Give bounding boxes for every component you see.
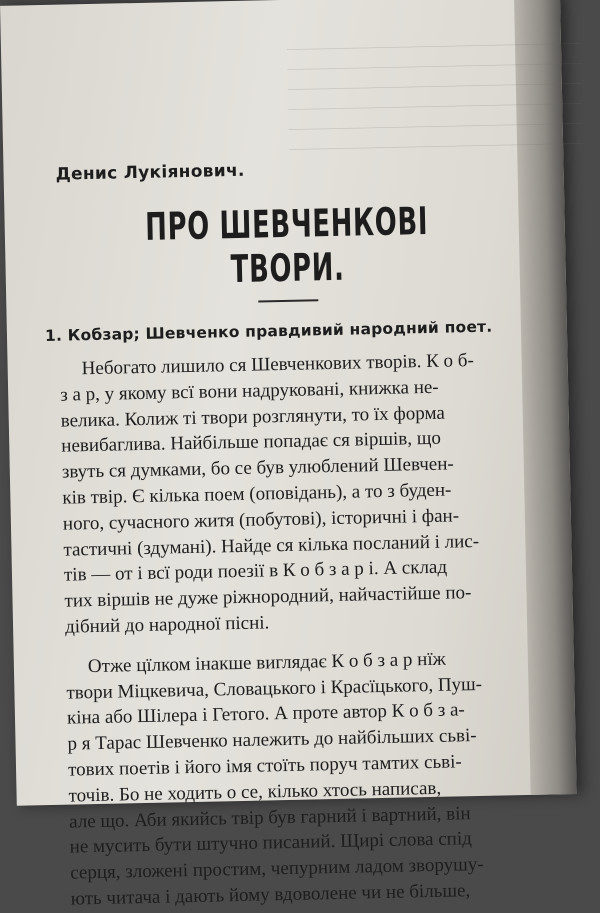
- text-line: невибаглива. Найбільше попадає ся віршів, що: [61, 428, 442, 458]
- text-line: тів — от і всї роди поезії в К о б з а р і. А склад: [63, 557, 448, 587]
- title-divider: [258, 299, 318, 302]
- text-line: не мусить бути штучно писаний. Щирі слова спід: [69, 828, 473, 858]
- paragraph-2: [66, 645, 531, 913]
- section-heading: 1. Кобзар; Шевченко правдивий народний поет.: [44, 317, 493, 345]
- text-line: кіна або Шілера і Гетого. А проте автор К о б з а-: [66, 699, 465, 729]
- text-line: тих віршів не дуже ріжнородний, найчастійше по-: [64, 582, 472, 612]
- text-line: Небогато лишило ся Шевченкових творів. К о б-: [81, 350, 475, 380]
- text-line: ків твір. Є кілька поем (оповідань), а то з буден-: [62, 479, 452, 509]
- text-line: з а р, у якому всї вони надруковані, книжка не-: [60, 376, 439, 406]
- text-line: ного, сучасного житя (побутові), історичні і фан-: [62, 505, 460, 535]
- text-line: серця, зложені простим, чепурним ладом зворушу-: [70, 854, 484, 884]
- text-line: Отже цїлком інакше виглядає К о б з а р нїж: [87, 648, 446, 677]
- bleed-through-text: ————————————————————— ————————————————————— ————————————————————— ————————————————————— ————————————————————— —————————————————————: [286, 35, 584, 157]
- page-title: ПРО ШЕВЧЕНКОВІ ТВОРИ.: [144, 198, 429, 292]
- page-content: [44, 155, 531, 912]
- text-line: тастичні (здумані). Найде ся кілька посланий і лис-: [63, 530, 480, 561]
- text-line: твори Міцкевича, Словацького і Красїцького, Пуш-: [66, 673, 483, 704]
- author-name: Денис Лукіянович.: [55, 160, 245, 185]
- text-line: звуть ся думками, бо се був улюблений Шевчен-: [61, 453, 454, 483]
- text-line: велика. Колиж ті твори розглянути, то їх форма: [60, 402, 445, 432]
- text-line: дібний до народної пісні.: [64, 612, 270, 638]
- text-line: тових поетів і його імя стоїть поруч тамтих сьві-: [67, 751, 462, 781]
- text-line: точів. Бо не ходить о се, кілько хтось написав,: [68, 777, 442, 807]
- text-line: р я Тарас Шевченко належить до найбільших сьві-: [67, 725, 477, 755]
- text-line: ють читача і дають йому вдоволене чи не більше,: [70, 880, 471, 910]
- text-line: але що. Аби якийсь твір був гарний і вартний, він: [68, 802, 471, 833]
- paragraph-1: [59, 347, 525, 640]
